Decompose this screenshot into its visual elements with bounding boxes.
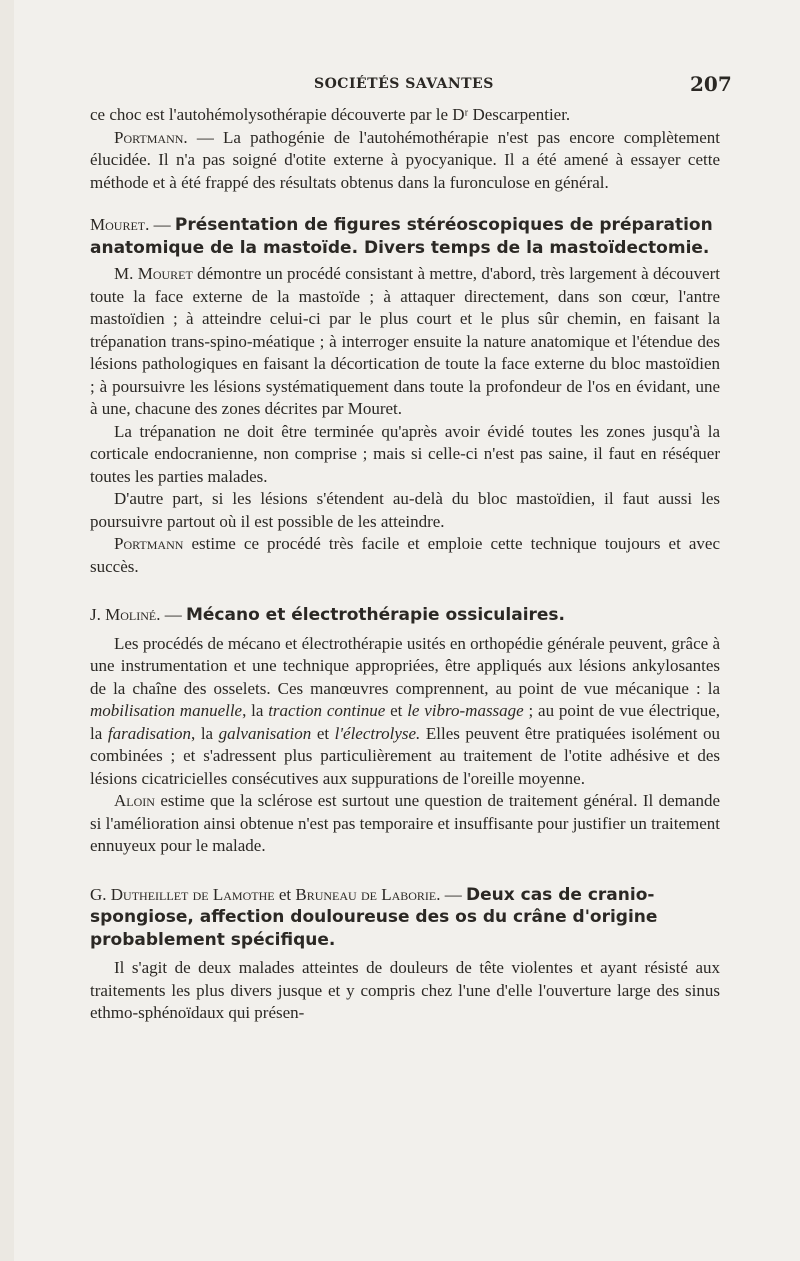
italic-term: mobilisation manuelle [90,701,243,720]
text-run: ; au point de vue électrique, la [90,701,720,743]
author-name: Bruneau de Laborie. [295,884,441,904]
text-run: Elles peuvent être pratiquées isolément ou combinées ; et s'adressent plus particulièrement au traitement de l'otite adhésive et des lésions cicatricielles consécutives aux suppurations de l'oreille moyenne. [90,723,720,788]
section-title: Mécano et électrothérapie ossiculaires. [185,605,566,625]
italic-term: le vibro-massage [407,701,524,720]
paragraph-text: estime que la sclérose est surtout une question de traitement général. Il demande si l'amélioration ainsi obtenue n'est pas temporaire et insuffisante pour justifier un traitement ennuyeux pour le malade. [90,791,720,855]
author-name: Moliné. [105,605,161,624]
paragraph [90,263,720,421]
italic-term: traction continue [268,701,386,720]
text-run: , la [242,701,269,720]
paragraph-text: démontre un procédé consistant à mettre, d'abord, très largement à découvert toute la face externe de la mastoïde ; à attaquer directement, dans son cœur, l'antre mastoïdien ; à atteindre celui-ci par le plus court et le plus sûr chemin, en faisant la trépanation trans-spino-méatique ; à interroger ensuite la nature anatomique et l'étendue des lésions pathologiques en faisant la décortication de toute la face externe du bloc mastoïdien ; à poursuivre les lésions systématiquement dans toute la profondeur de l'os en évidant, une à une, chacune des zones décrites par Mouret. [90,264,720,418]
section-heading [90,604,720,627]
italic-term: galvanisation [218,723,312,743]
author-name: Mouret. [90,215,150,234]
paragraph: ce choc est l'autohémolysothérapie découverte par le Dʳ Descarpentier. [90,105,571,124]
person-name: Aloin [114,791,155,810]
section-heading [90,884,720,952]
paragraph [90,790,720,858]
author-name: Dutheillet de Lamothe [110,884,275,904]
page-number: 207 [690,72,732,96]
author-initial: J. [90,605,106,624]
section-mouret [90,214,720,578]
running-head: SOCIÉTÉS SAVANTES [314,76,494,92]
paragraph [90,633,720,791]
section-dutheillet [90,884,720,1025]
heading-dash: — [160,605,186,624]
heading-dash: — [149,215,175,234]
paragraph-text: — La pathogénie de l'autohémothérapie n'est pas encore complètement élucidée. Il n'a pas soigné d'otite externe à pyocyanique. Il a été amené à essayer cette méthode et à été frappé des résultats obtenus dans la furonculose en général. [90,127,720,192]
italic-term: faradisation [107,723,191,743]
author-initial: G. [90,884,111,904]
paragraph [90,533,720,578]
paragraph-lead: M. [114,264,138,283]
italic-term: l'électrolyse. [334,723,421,743]
book-page [14,0,800,1261]
heading-conjunction: et [274,884,296,904]
section-title: Présentation de figures stéréoscopiques de préparation anatomique de la mastoïde. Divers temps de la mastoïdectomie. [90,215,713,258]
section-spacer [90,858,720,884]
section-portmann-discussion [90,104,720,194]
section-title: Deux cas de cranio-spongiose, affection douloureuse des os du crâne d'origine probablement spécifique. [90,884,658,950]
person-name: Mouret [137,264,193,283]
text-run: et [385,701,408,720]
paragraph: D'autre part, si les lésions s'étendent au-delà du bloc mastoïdien, il faut aussi les poursuivre partout où il est possible de les atteindre. [90,489,720,531]
page-header [14,72,800,96]
heading-dash: — [440,884,466,904]
paragraph: La trépanation ne doit être terminée qu'après avoir évidé toutes les zones jusqu'à la corticale endocranienne, non comprise ; mais si celle-ci n'est pas saine, il faut en réséquer toutes les parties malades. [90,421,720,486]
person-name: Portmann [114,534,184,553]
page-body [90,104,720,1025]
paragraph: Il s'agit de deux malades atteintes de douleurs de tête violentes et ayant résisté aux traitements les plus divers jusque et y compris chez l'une d'elle l'ouverture large des sinus ethmo-sphénoïdaux qui présen- [90,958,720,1022]
text-run: , la [190,723,219,743]
section-spacer [90,578,720,604]
section-heading [90,214,720,259]
section-spacer [90,194,720,214]
paragraph-text: estime ce procédé très facile et emploie cette technique toujours et avec succès. [90,534,720,576]
section-moline [90,604,720,858]
paragraph [90,127,720,195]
text-run: Les procédés de mécano et électrothérapie usités en orthopédie générale peuvent, grâce à une instrumentation et une technique appropriées, être appliqués aux lésions ankylosantes de la chaîne des osselets. Ces manœuvres comprennent, au point de vue mécanique : la [90,633,720,698]
speaker-name: Portmann. [114,127,188,147]
text-run: et [311,723,335,743]
